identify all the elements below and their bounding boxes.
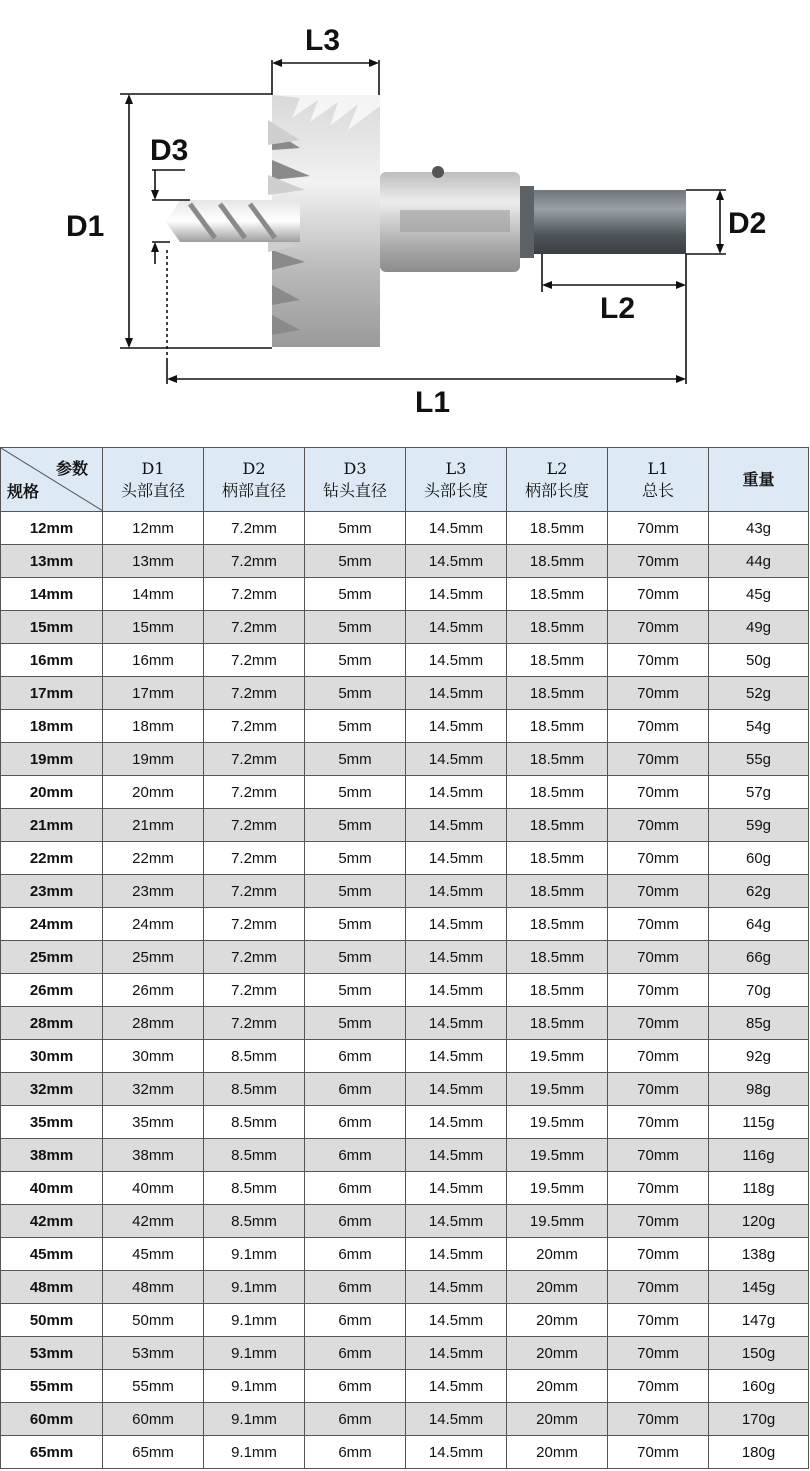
cell-l3: 14.5mm: [406, 875, 507, 908]
cell-size: 26mm: [1, 974, 103, 1007]
cell-d2: 7.2mm: [204, 974, 305, 1007]
table-row: [1, 611, 809, 644]
cell-d2: 9.1mm: [204, 1436, 305, 1469]
cell-d1: 19mm: [103, 743, 204, 776]
cell-l2: 18.5mm: [507, 677, 608, 710]
cell-d1: 14mm: [103, 578, 204, 611]
cell-size: 32mm: [1, 1073, 103, 1106]
cell-weight: 45g: [709, 578, 809, 611]
cell-weight: 98g: [709, 1073, 809, 1106]
cell-l2: 18.5mm: [507, 875, 608, 908]
header-d3: [305, 448, 406, 512]
cell-d3: 5mm: [305, 644, 406, 677]
cell-d3: 6mm: [305, 1337, 406, 1370]
cell-l2: 18.5mm: [507, 512, 608, 545]
cell-l1: 70mm: [608, 1106, 709, 1139]
cell-weight: 138g: [709, 1238, 809, 1271]
cell-d3: 6mm: [305, 1205, 406, 1238]
cell-d1: 45mm: [103, 1238, 204, 1271]
table-row: [1, 644, 809, 677]
cell-d3: 5mm: [305, 710, 406, 743]
cell-l1: 70mm: [608, 875, 709, 908]
cell-weight: 85g: [709, 1007, 809, 1040]
cell-d1: 23mm: [103, 875, 204, 908]
cell-size: 15mm: [1, 611, 103, 644]
cell-l3: 14.5mm: [406, 578, 507, 611]
cell-d3: 6mm: [305, 1403, 406, 1436]
table-row: [1, 710, 809, 743]
cell-d1: 25mm: [103, 941, 204, 974]
cell-size: 30mm: [1, 1040, 103, 1073]
cell-d1: 17mm: [103, 677, 204, 710]
cell-size: 23mm: [1, 875, 103, 908]
cell-d2: 7.2mm: [204, 710, 305, 743]
cell-weight: 92g: [709, 1040, 809, 1073]
cell-weight: 160g: [709, 1370, 809, 1403]
shank-graphic: [520, 186, 686, 258]
table-row: [1, 974, 809, 1007]
cell-d2: 9.1mm: [204, 1271, 305, 1304]
cell-d3: 5mm: [305, 776, 406, 809]
cell-d2: 7.2mm: [204, 941, 305, 974]
cell-d1: 50mm: [103, 1304, 204, 1337]
cell-d3: 5mm: [305, 809, 406, 842]
cell-l2: 18.5mm: [507, 776, 608, 809]
header-name: 柄部长度: [524, 480, 589, 500]
header-name: 头部直径: [120, 480, 185, 500]
cell-l3: 14.5mm: [406, 1370, 507, 1403]
table-row: [1, 1436, 809, 1469]
cell-d3: 5mm: [305, 578, 406, 611]
cell-size: 35mm: [1, 1106, 103, 1139]
cell-l3: 14.5mm: [406, 1436, 507, 1469]
cell-weight: 64g: [709, 908, 809, 941]
cell-weight: 62g: [709, 875, 809, 908]
cell-d3: 6mm: [305, 1172, 406, 1205]
cell-l3: 14.5mm: [406, 941, 507, 974]
cell-l2: 18.5mm: [507, 1007, 608, 1040]
cell-l2: 20mm: [507, 1304, 608, 1337]
cell-d2: 7.2mm: [204, 776, 305, 809]
cell-size: 14mm: [1, 578, 103, 611]
cell-d2: 9.1mm: [204, 1304, 305, 1337]
cell-weight: 60g: [709, 842, 809, 875]
cell-l1: 70mm: [608, 578, 709, 611]
cell-d1: 22mm: [103, 842, 204, 875]
cell-weight: 43g: [709, 512, 809, 545]
cell-l3: 14.5mm: [406, 1040, 507, 1073]
table-row: [1, 743, 809, 776]
cell-l2: 19.5mm: [507, 1040, 608, 1073]
table-row: [1, 1172, 809, 1205]
hole-saw-diagram: [0, 0, 810, 440]
cell-d1: 12mm: [103, 512, 204, 545]
cell-weight: 54g: [709, 710, 809, 743]
cell-size: 38mm: [1, 1139, 103, 1172]
cell-d3: 6mm: [305, 1370, 406, 1403]
label-l3: L3: [305, 24, 341, 57]
cell-d1: 15mm: [103, 611, 204, 644]
cell-l1: 70mm: [608, 1370, 709, 1403]
cell-weight: 55g: [709, 743, 809, 776]
cell-weight: 120g: [709, 1205, 809, 1238]
cell-l3: 14.5mm: [406, 908, 507, 941]
cell-weight: 50g: [709, 644, 809, 677]
header-name: 钻头直径: [322, 480, 387, 500]
cell-l3: 14.5mm: [406, 1172, 507, 1205]
cell-l1: 70mm: [608, 1139, 709, 1172]
cell-l1: 70mm: [608, 512, 709, 545]
cell-weight: 44g: [709, 545, 809, 578]
cell-d1: 20mm: [103, 776, 204, 809]
cell-l3: 14.5mm: [406, 1304, 507, 1337]
table-row: [1, 809, 809, 842]
corner-top-label: 参数: [55, 459, 88, 478]
header-code: L3: [445, 458, 467, 478]
cell-weight: 116g: [709, 1139, 809, 1172]
cell-weight: 66g: [709, 941, 809, 974]
cell-d3: 5mm: [305, 842, 406, 875]
header-row: [1, 448, 809, 512]
cell-l1: 70mm: [608, 842, 709, 875]
cell-d3: 5mm: [305, 512, 406, 545]
cell-l2: 20mm: [507, 1238, 608, 1271]
cell-weight: 57g: [709, 776, 809, 809]
label-d1: D1: [66, 210, 105, 243]
cell-l1: 70mm: [608, 1271, 709, 1304]
header-name: 总长: [641, 480, 674, 500]
cell-l3: 14.5mm: [406, 809, 507, 842]
corner-header-cell: [1, 448, 103, 512]
cell-l1: 70mm: [608, 1172, 709, 1205]
cell-d1: 42mm: [103, 1205, 204, 1238]
cell-d3: 6mm: [305, 1139, 406, 1172]
cell-l2: 20mm: [507, 1403, 608, 1436]
cell-l1: 70mm: [608, 644, 709, 677]
cell-l2: 19.5mm: [507, 1106, 608, 1139]
cell-l2: 19.5mm: [507, 1172, 608, 1205]
cell-size: 20mm: [1, 776, 103, 809]
cell-d1: 40mm: [103, 1172, 204, 1205]
cell-l1: 70mm: [608, 908, 709, 941]
table-row: [1, 908, 809, 941]
cell-l3: 14.5mm: [406, 842, 507, 875]
cell-size: 50mm: [1, 1304, 103, 1337]
cell-d2: 7.2mm: [204, 611, 305, 644]
cell-l3: 14.5mm: [406, 677, 507, 710]
cell-d3: 6mm: [305, 1238, 406, 1271]
cell-d1: 38mm: [103, 1139, 204, 1172]
cell-size: 19mm: [1, 743, 103, 776]
cell-l3: 14.5mm: [406, 1403, 507, 1436]
cell-d3: 5mm: [305, 545, 406, 578]
cell-l1: 70mm: [608, 677, 709, 710]
cell-size: 60mm: [1, 1403, 103, 1436]
cell-d1: 53mm: [103, 1337, 204, 1370]
cell-d1: 26mm: [103, 974, 204, 1007]
table-row: [1, 545, 809, 578]
cell-l2: 18.5mm: [507, 974, 608, 1007]
table-row: [1, 1337, 809, 1370]
cell-weight: 52g: [709, 677, 809, 710]
cell-d2: 8.5mm: [204, 1040, 305, 1073]
cell-d2: 7.2mm: [204, 1007, 305, 1040]
cell-size: 55mm: [1, 1370, 103, 1403]
cell-d1: 48mm: [103, 1271, 204, 1304]
cell-l2: 18.5mm: [507, 743, 608, 776]
cell-d2: 9.1mm: [204, 1370, 305, 1403]
cell-d1: 13mm: [103, 545, 204, 578]
cell-d3: 5mm: [305, 908, 406, 941]
header-l1: [608, 448, 709, 512]
cell-l2: 19.5mm: [507, 1073, 608, 1106]
cell-d2: 8.5mm: [204, 1106, 305, 1139]
cell-l3: 14.5mm: [406, 1007, 507, 1040]
cell-d3: 5mm: [305, 941, 406, 974]
cell-l1: 70mm: [608, 941, 709, 974]
cell-l1: 70mm: [608, 743, 709, 776]
cell-d2: 9.1mm: [204, 1403, 305, 1436]
spec-table: [0, 447, 809, 1469]
label-l1: L1: [415, 386, 451, 419]
cell-weight: 59g: [709, 809, 809, 842]
cell-l1: 70mm: [608, 611, 709, 644]
cell-l3: 14.5mm: [406, 776, 507, 809]
header-d2: [204, 448, 305, 512]
cell-l3: 14.5mm: [406, 611, 507, 644]
cell-size: 22mm: [1, 842, 103, 875]
table-row: [1, 1370, 809, 1403]
cell-size: 53mm: [1, 1337, 103, 1370]
cell-d3: 5mm: [305, 974, 406, 1007]
header-code: D1: [141, 458, 165, 478]
cell-l2: 20mm: [507, 1337, 608, 1370]
pilot-drill-graphic: [166, 200, 300, 242]
cell-l1: 70mm: [608, 776, 709, 809]
cell-d2: 9.1mm: [204, 1238, 305, 1271]
cell-d1: 16mm: [103, 644, 204, 677]
cell-d1: 24mm: [103, 908, 204, 941]
cell-weight: 180g: [709, 1436, 809, 1469]
cell-d2: 7.2mm: [204, 644, 305, 677]
cell-l2: 18.5mm: [507, 578, 608, 611]
cell-size: 65mm: [1, 1436, 103, 1469]
table-row: [1, 875, 809, 908]
cell-l1: 70mm: [608, 1337, 709, 1370]
cell-l1: 70mm: [608, 1238, 709, 1271]
cell-l3: 14.5mm: [406, 1337, 507, 1370]
cell-d3: 5mm: [305, 611, 406, 644]
header-code: L2: [546, 458, 568, 478]
header-code: L1: [647, 458, 669, 478]
cell-weight: 70g: [709, 974, 809, 1007]
cell-d2: 9.1mm: [204, 1337, 305, 1370]
cell-d2: 8.5mm: [204, 1205, 305, 1238]
cell-l2: 18.5mm: [507, 545, 608, 578]
cell-d3: 6mm: [305, 1040, 406, 1073]
header-code: D3: [343, 458, 367, 478]
table-row: [1, 1403, 809, 1436]
cell-d3: 6mm: [305, 1304, 406, 1337]
cell-l3: 14.5mm: [406, 545, 507, 578]
table-row: [1, 1007, 809, 1040]
cell-d2: 8.5mm: [204, 1172, 305, 1205]
corner-bottom-label: 规格: [7, 482, 40, 501]
spec-table-body: [1, 512, 809, 1469]
cell-l3: 14.5mm: [406, 743, 507, 776]
cell-weight: 147g: [709, 1304, 809, 1337]
cell-l1: 70mm: [608, 710, 709, 743]
cell-d1: 55mm: [103, 1370, 204, 1403]
header-code: D2: [242, 458, 266, 478]
table-row: [1, 1040, 809, 1073]
cell-weight: 49g: [709, 611, 809, 644]
cell-l3: 14.5mm: [406, 1205, 507, 1238]
label-d3: D3: [150, 134, 189, 167]
cell-d2: 7.2mm: [204, 545, 305, 578]
cell-l2: 20mm: [507, 1436, 608, 1469]
cell-l2: 18.5mm: [507, 842, 608, 875]
cell-d2: 7.2mm: [204, 677, 305, 710]
cell-l2: 18.5mm: [507, 611, 608, 644]
cell-l2: 19.5mm: [507, 1139, 608, 1172]
cell-l3: 14.5mm: [406, 1139, 507, 1172]
header-weight: 重量: [709, 448, 809, 512]
cell-l1: 70mm: [608, 1040, 709, 1073]
cell-d1: 35mm: [103, 1106, 204, 1139]
cell-l2: 20mm: [507, 1370, 608, 1403]
cell-l1: 70mm: [608, 1007, 709, 1040]
cell-l3: 14.5mm: [406, 512, 507, 545]
cell-l2: 20mm: [507, 1271, 608, 1304]
cell-l1: 70mm: [608, 1436, 709, 1469]
cell-d3: 5mm: [305, 743, 406, 776]
cell-d1: 30mm: [103, 1040, 204, 1073]
cell-d1: 65mm: [103, 1436, 204, 1469]
cell-d3: 6mm: [305, 1436, 406, 1469]
header-name: 头部长度: [423, 480, 488, 500]
cell-l3: 14.5mm: [406, 710, 507, 743]
cell-d1: 21mm: [103, 809, 204, 842]
cell-l1: 70mm: [608, 1073, 709, 1106]
cell-weight: 115g: [709, 1106, 809, 1139]
cell-d2: 7.2mm: [204, 578, 305, 611]
cell-size: 16mm: [1, 644, 103, 677]
cell-d2: 7.2mm: [204, 842, 305, 875]
cell-l2: 18.5mm: [507, 908, 608, 941]
table-row: [1, 1271, 809, 1304]
header-name: 柄部直径: [221, 480, 286, 500]
cell-l3: 14.5mm: [406, 1271, 507, 1304]
cell-d2: 7.2mm: [204, 809, 305, 842]
table-row: [1, 677, 809, 710]
cell-weight: 170g: [709, 1403, 809, 1436]
cell-l3: 14.5mm: [406, 1238, 507, 1271]
cell-size: 45mm: [1, 1238, 103, 1271]
cell-weight: 118g: [709, 1172, 809, 1205]
cell-size: 17mm: [1, 677, 103, 710]
cell-l1: 70mm: [608, 545, 709, 578]
header-l3: [406, 448, 507, 512]
label-l2: L2: [600, 292, 636, 325]
cell-l1: 70mm: [608, 1403, 709, 1436]
cell-d3: 5mm: [305, 875, 406, 908]
cell-size: 12mm: [1, 512, 103, 545]
table-row: [1, 842, 809, 875]
cell-size: 25mm: [1, 941, 103, 974]
cell-d1: 32mm: [103, 1073, 204, 1106]
collar-graphic: [380, 166, 520, 272]
cell-l3: 14.5mm: [406, 1073, 507, 1106]
cell-size: 21mm: [1, 809, 103, 842]
table-row: [1, 1238, 809, 1271]
cell-d2: 7.2mm: [204, 743, 305, 776]
cell-l2: 18.5mm: [507, 644, 608, 677]
cell-l1: 70mm: [608, 1304, 709, 1337]
cell-d2: 7.2mm: [204, 908, 305, 941]
cell-d3: 6mm: [305, 1073, 406, 1106]
cell-d2: 8.5mm: [204, 1139, 305, 1172]
cell-size: 24mm: [1, 908, 103, 941]
cell-l2: 19.5mm: [507, 1205, 608, 1238]
cell-size: 40mm: [1, 1172, 103, 1205]
cell-d1: 60mm: [103, 1403, 204, 1436]
table-row: [1, 1106, 809, 1139]
cell-d3: 6mm: [305, 1271, 406, 1304]
cell-d2: 8.5mm: [204, 1073, 305, 1106]
cell-d3: 5mm: [305, 1007, 406, 1040]
cell-l2: 18.5mm: [507, 710, 608, 743]
cell-l3: 14.5mm: [406, 1106, 507, 1139]
cell-d2: 7.2mm: [204, 875, 305, 908]
cell-l3: 14.5mm: [406, 974, 507, 1007]
cell-size: 48mm: [1, 1271, 103, 1304]
cell-weight: 145g: [709, 1271, 809, 1304]
table-row: [1, 1304, 809, 1337]
cell-l1: 70mm: [608, 974, 709, 1007]
cell-d1: 18mm: [103, 710, 204, 743]
cell-l2: 18.5mm: [507, 809, 608, 842]
cell-d2: 7.2mm: [204, 512, 305, 545]
table-row: [1, 512, 809, 545]
cell-l2: 18.5mm: [507, 941, 608, 974]
table-row: [1, 1073, 809, 1106]
cell-size: 13mm: [1, 545, 103, 578]
cell-size: 42mm: [1, 1205, 103, 1238]
table-row: [1, 1139, 809, 1172]
table-row: [1, 1205, 809, 1238]
table-row: [1, 776, 809, 809]
cell-d1: 28mm: [103, 1007, 204, 1040]
table-row: [1, 578, 809, 611]
header-d1: [103, 448, 204, 512]
cell-size: 18mm: [1, 710, 103, 743]
cell-d3: 5mm: [305, 677, 406, 710]
cell-l1: 70mm: [608, 809, 709, 842]
label-d2: D2: [728, 207, 767, 240]
header-l2: [507, 448, 608, 512]
cell-size: 28mm: [1, 1007, 103, 1040]
cell-l3: 14.5mm: [406, 644, 507, 677]
cell-l1: 70mm: [608, 1205, 709, 1238]
cell-d3: 6mm: [305, 1106, 406, 1139]
cell-weight: 150g: [709, 1337, 809, 1370]
table-row: [1, 941, 809, 974]
